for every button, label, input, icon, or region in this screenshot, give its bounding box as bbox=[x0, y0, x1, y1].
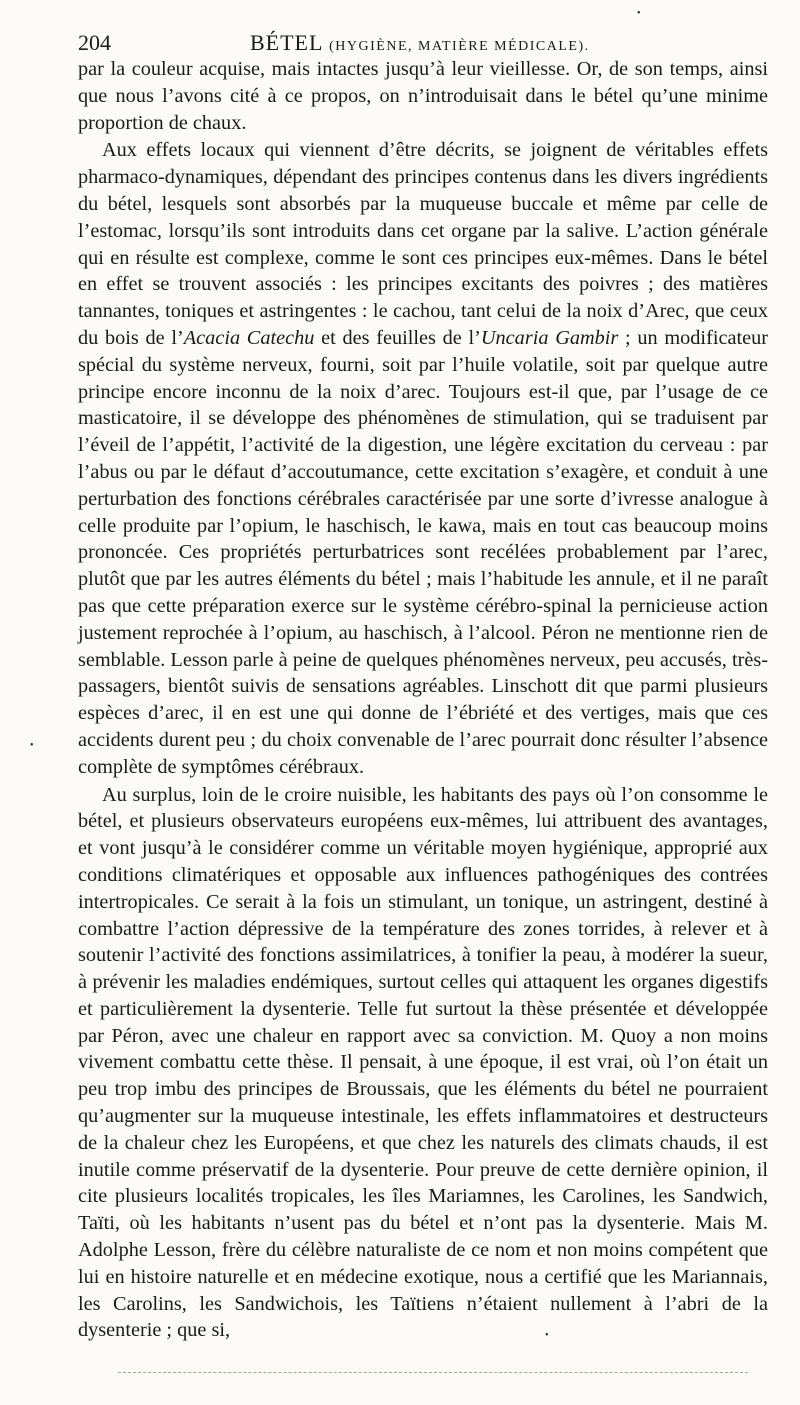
running-header bbox=[78, 26, 768, 56]
running-title-subtitle: (HYGIÈNE, MATIÈRE MÉDICALE). bbox=[329, 39, 590, 54]
paragraph-2: Aux effets locaux qui viennent d’être décrits, se joignent de véritables effets pharmaco-dynamiques, dépendant des principes contenus dans les divers ingrédients du bétel, lesquels sont absorbés par la muqueuse buccale et même par celle de l’estomac, lorsqu’ils sont introduits dans cet organe par la salive. L’action générale qui en résulte est complexe, comme le sont ces principes eux-mêmes. Dans le bétel en effet se trouvent associés : les principes excitants des poivres ; des matières tannantes, toniques et astringentes : le cachou, tant celui de la noix d’Arec, que ceux du bois de l’Acacia Catechu et des feuilles de l’Uncaria Gambir ; un modificateur spécial du système nerveux, fourni, soit par l’huile volatile, soit par quelque autre principe encore inconnu de la noix d’arec. Toujours est-il que, par l’usage de ce masticatoire, il se développe des phénomènes de stimulation, qui se traduisent par l’éveil de l’appétit, l’activité de la digestion, une légère excitation du cerveau : par l’abus ou par le défaut d’accoutumance, cette excitation s’exagère, et conduit à une perturbation des fonctions cérébrales caractérisée par une sorte d’ivresse analogue à celle produite par l’opium, le haschisch, le kawa, mais en tout cas beaucoup moins prononcée. Ces propriétés perturbatrices sont recélées probablement par l’arec, plutôt que par les autres éléments du bétel ; mais l’habitude les annule, et il ne paraît pas que cette préparation exerce sur le système cérébro-spinal la pernicieuse action justement reprochée à l’opium, au haschisch, à l’alcool. Péron ne mentionne rien de semblable. Lesson parle à peine de quelques phénomènes nerveux, peu accusés, très-passagers, bientôt suivis de sensations agréables. Linschott dit que parmi plusieurs espèces d’arec, il en est une qui donne de l’ébriété et des vertiges, mais que ces accidents durent peu ; du choix convenable de l’arec pourrait donc résulter l’absence complète de symptômes cérébraux. bbox=[78, 139, 768, 778]
ink-speck: • bbox=[545, 1330, 549, 1341]
paragraph-1: par la couleur acquise, mais intactes jusqu’à leur vieillesse. Or, de son temps, ainsi que nous l’avons cité à ce propos, on n’introduisait dans le bétel qu’une minime proportion de chaux. bbox=[78, 58, 768, 134]
ink-speck: • bbox=[637, 8, 641, 19]
page-number: 204 bbox=[78, 30, 111, 55]
running-title bbox=[250, 30, 590, 56]
running-title-main: BÉTEL bbox=[250, 30, 323, 55]
body-text bbox=[78, 56, 768, 1344]
bottom-rule bbox=[118, 1372, 748, 1373]
ink-speck: • bbox=[30, 740, 34, 751]
paragraph-3: Au surplus, loin de le croire nuisible, les habitants des pays où l’on consomme le bétel, et plusieurs observateurs européens eux-mêmes, lui attribuent des avantages, et vont jusqu’à le considérer comme un véritable moyen hygiénique, approprié aux conditions climatériques et opposable aux influences pathogéniques des contrées intertropicales. Ce serait à la fois un stimulant, un tonique, un astringent, destiné à combattre l’action dépressive de la température des zones torrides, à relever et à soutenir l’activité des fonctions assimilatrices, à tonifier la peau, à modérer la sueur, à prévenir les maladies endémiques, surtout celles qui attaquent les organes digestifs et particulièrement la dysenterie. Telle fut surtout la thèse présentée et développée par Péron, avec une chaleur en rapport avec sa conviction. M. Quoy a non moins vivement combattu cette thèse. Il pensait, à une époque, il est vrai, où l’on était un peu trop imbu des principes de Broussais, que les éléments du bétel ne pourraient qu’augmenter sur la muqueuse intestinale, les effets inflammatoires et destructeurs de la chaleur chez les Européens, et que chez les naturels des climats chauds, il est inutile comme préservatif de la dysenterie. Pour preuve de cette dernière opinion, il cite plusieurs localités tropicales, les îles Mariamnes, les Carolines, les Sandwich, Taïti, où les habitants n’usent pas du bétel et n’ont pas la dysenterie. Mais M. Adolphe Lesson, frère du célèbre naturaliste de ce nom et non moins compétent que lui en histoire naturelle et en médecine exotique, nous a certifié que les Mariannais, les Carolins, les Sandwichois, les Taïtiens n’étaient nullement à l’abri de la dysenterie ; que si, bbox=[78, 783, 768, 1342]
page bbox=[78, 26, 768, 1344]
